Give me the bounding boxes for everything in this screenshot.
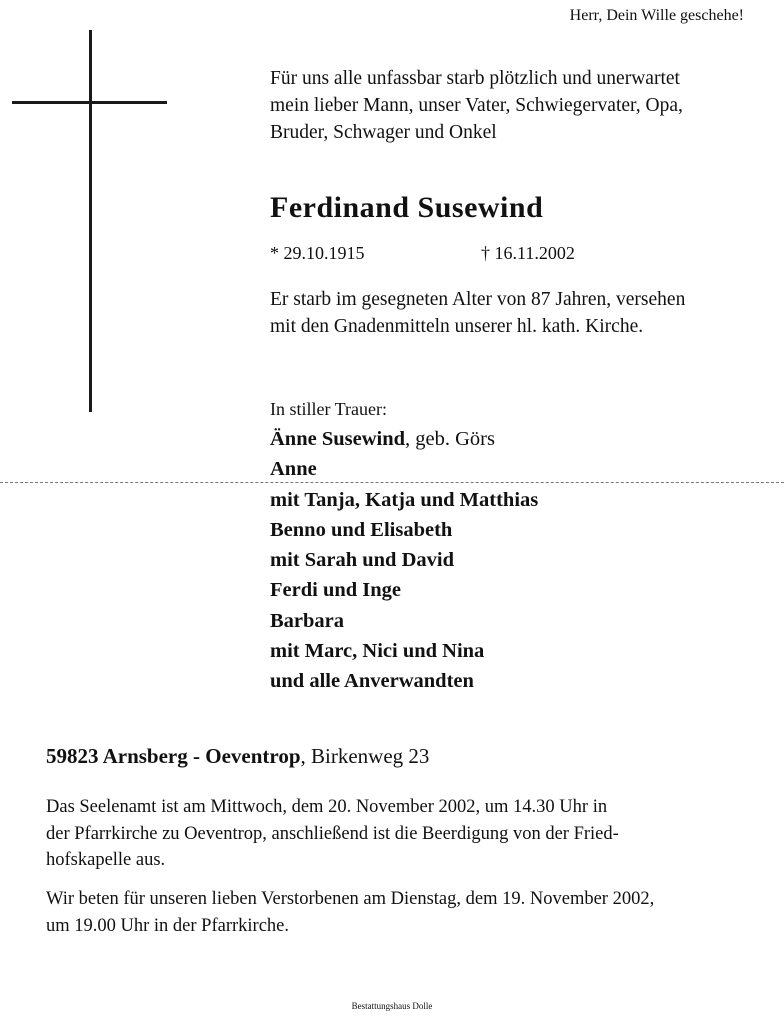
cross-horizontal-bar (12, 101, 167, 104)
mourner-line: Benno und Elisabeth (270, 518, 453, 541)
mourner-line: Anne (270, 458, 317, 481)
motto: Herr, Dein Wille geschehe! (569, 7, 744, 24)
cross-vertical-bar (89, 30, 92, 412)
address-street: , Birkenweg 23 (300, 744, 430, 768)
mourner-line: Barbara (270, 609, 345, 632)
grief-label: In stiller Trauer: (270, 399, 387, 419)
fold-line (0, 482, 784, 483)
age-text: Er starb im gesegneten Alter von 87 Jahren, versehen mit den Gnadenmitteln unserer hl. kath. Kirche. (270, 289, 686, 337)
deceased-name: Ferdinand Susewind (270, 191, 544, 224)
mourner-line (270, 424, 538, 454)
mourners-list (270, 424, 538, 697)
intro-text: Für uns alle unfassbar starb plötzlich und unerwartet mein lieber Mann, unser Vater, Schwiegervater, Opa, Bruder, Schwager und Onkel (270, 68, 683, 143)
address (46, 744, 429, 769)
mourner-line: mit Tanja, Katja und Matthias (270, 488, 539, 511)
mourner-line: mit Marc, Nici und Nina (270, 640, 485, 663)
funeral-home: Bestattungshaus Dolle (351, 1001, 433, 1011)
birth-date: * 29.10.1915 (270, 243, 365, 263)
mourner-line: und alle Anverwandten (270, 670, 474, 693)
funeral-mass-text: Das Seelenamt ist am Mittwoch, dem 20. November 2002, um 14.30 Uhr in der Pfarrkirche zu Oeventrop, anschließend ist die Beerdigung von der Fried- hofskapelle aus. (46, 797, 619, 870)
mourner-line: mit Sarah und David (270, 549, 454, 572)
prayer-text: Wir beten für unseren lieben Verstorbenen am Dienstag, dem 19. November 2002, um 19.00 Uhr in der Pfarrkirche. (46, 889, 655, 936)
mourner-name: Änne Susewind (270, 428, 406, 450)
mourner-line: Ferdi und Inge (270, 579, 401, 602)
mourner-maiden-name: , geb. Görs (405, 428, 495, 450)
address-city: 59823 Arnsberg - Oeventrop (46, 744, 301, 768)
death-date: † 16.11.2002 (481, 243, 575, 263)
